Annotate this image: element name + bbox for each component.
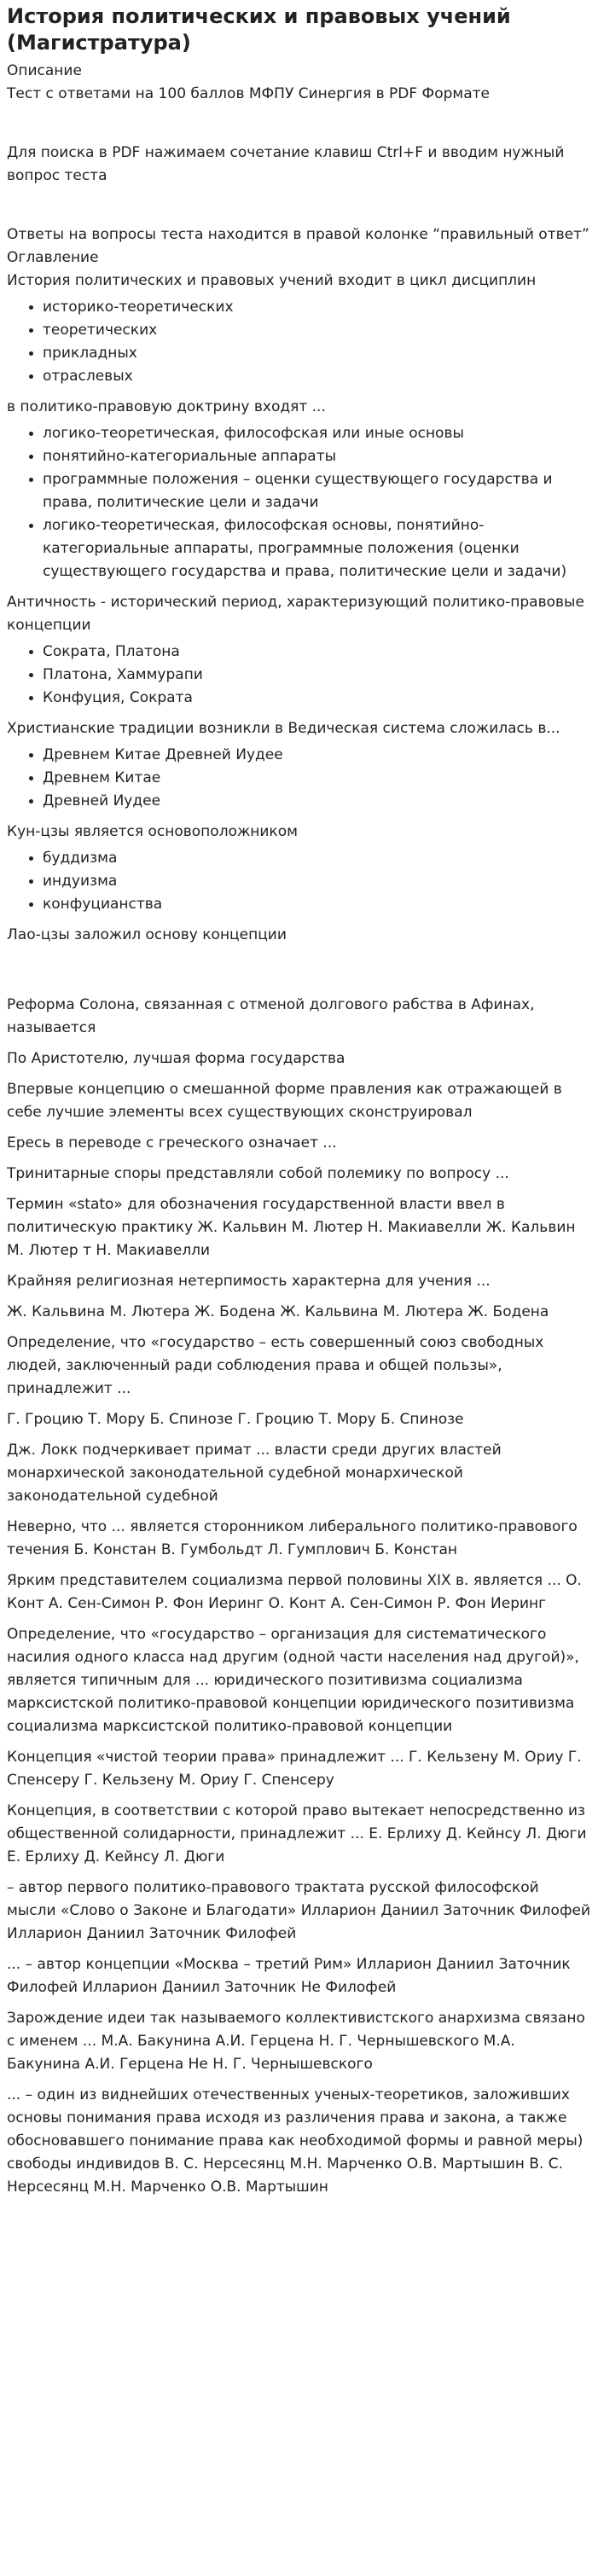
option-item: • Платона, Хаммурапи [43, 664, 591, 687]
option-item: • теоретических [43, 319, 591, 342]
question-paragraph: Ересь в переводе с греческого означает ... [7, 1134, 337, 1152]
question-paragraph: Зарождение идеи так называемого коллективистского анархизма связано с именем ... М.А. Бакунина А.И. Герцена Н. Г. Чернышевского М.А. Бакунина А.И. Герцена Не Н. Г. Чернышевского [7, 2010, 585, 2073]
question-paragraph: Определение, что «государство – организация для систематического насилия одного класса над другим (одной части населения над другой)», является типичным для ... юридического позитивизма социализма марксистской политико-правовой концепции юридического позитивизма социализма марксистской политико-правовой концепции [7, 1626, 579, 1735]
option-item: • Древнем Китае Древней Иудее [43, 744, 591, 767]
description-label: Описание [7, 62, 82, 79]
option-item: • Конфуция, Сократа [43, 687, 591, 710]
toc-label: Оглавление [7, 249, 99, 266]
question-paragraph: Определение, что «государство – есть совершенный союз свободных людей, заключенный ради соблюдения права и общей пользы», принадлежит ... [7, 1334, 544, 1397]
option-item: • конфуцианства [43, 893, 591, 916]
question-paragraph: Лао-цзы заложил основу концепции [7, 926, 287, 943]
question-paragraph: Концепция «чистой теории права» принадлежит ... Г. Кельзену М. Ориу Г. Спенсеру Г. Кельзену М. Ориу Г. Спенсеру [7, 1749, 582, 1789]
option-list [7, 422, 591, 583]
search-tip: Для поиска в PDF нажимаем сочетание клавиш Ctrl+F и вводим нужный вопрос теста [7, 144, 565, 184]
option-list [7, 744, 591, 813]
option-list [7, 847, 591, 916]
question-paragraph: Реформа Солона, связанная с отменой долгового рабства в Афинах, называется [7, 996, 535, 1036]
option-item: • Древнем Китае [43, 767, 591, 790]
question-paragraph: Термин «stato» для обозначения государственной власти ввел в политическую практику Ж. Кальвин М. Лютер Н. Макиавелли Ж. Кальвин М. Лютер т Н. Макиавелли [7, 1196, 576, 1259]
option-list [7, 296, 591, 388]
question-paragraph: Крайняя религиозная нетерпимость характерна для учения ... [7, 1273, 491, 1290]
page-title: История политических и правовых учений (Магистратура) [7, 4, 511, 55]
question-paragraph: Впервые концепцию о смешанной форме правления как отражающей в себе лучшие элементы всех существующих сконструировал [7, 1081, 562, 1121]
question-paragraph: По Аристотелю, лучшая форма государства [7, 1050, 345, 1067]
option-item: • буддизма [43, 847, 591, 870]
question-paragraph: Неверно, что ... является сторонником либерального политико-правового течения Б. Констан В. Гумбольдт Л. Гумплович Б. Констан [7, 1518, 578, 1558]
question-paragraph: ... – один из виднейших отечественных ученых-теоретиков, заложивших основы понимания права исходя из различения права и закона, а также обосновавшего понимание права как необходимой формы и равной меры) свободы индивидов В. С. Нерсесянц М.Н. Марченко О.В. Мартышин В. С. Нерсесянц М.Н. Марченко О.В. Мартышин [7, 2086, 583, 2196]
question-paragraph: ... – автор концепции «Москва – третий Рим» Илларион Даниил Заточник Филофей Илларион Даниил Заточник Не Филофей [7, 1956, 571, 1996]
option-item: • понятийно-категориальные аппараты [43, 445, 591, 468]
option-item: • отраслевых [43, 365, 591, 388]
question-paragraph: Ж. Кальвина М. Лютера Ж. Бодена Ж. Кальвина М. Лютера Ж. Бодена [7, 1303, 549, 1320]
option-item: • Сократа, Платона [43, 641, 591, 664]
description-text: Тест с ответами на 100 баллов МФПУ Синергия в PDF Формате [7, 85, 490, 102]
question-text: Христианские традиции возникли в Ведическая система сложилась в... [7, 720, 560, 737]
question-paragraph: Концепция, в соответствии с которой право вытекает непосредственно из общественной солидарности, принадлежит ... Е. Ерлиху Д. Кейнсу Л. Дюги Е. Ерлиху Д. Кейнсу Л. Дюги [7, 1802, 587, 1865]
question-paragraph: Тринитарные споры представляли собой полемику по вопросу ... [7, 1165, 509, 1182]
question-paragraph: Ярким представителем социализма первой половины XIX в. является ... О. Конт А. Сен-Симон Р. Фон Иеринг О. Конт А. Сен-Симон Р. Фон Иеринг [7, 1572, 582, 1612]
question-text: в политико-правовую доктрину входят ... [7, 398, 326, 415]
option-item: • логико-теоретическая, философская или иные основы [43, 422, 591, 445]
option-item: • прикладных [43, 342, 591, 365]
option-item: • Древней Иудее [43, 790, 591, 813]
question-paragraph: – автор первого политико-правового трактата русской философской мысли «Слово о Законе и Благодати» Илларион Даниил Заточник Филофей Илларион Даниил Заточник Филофей [7, 1879, 590, 1942]
option-item: • программные положения – оценки существующего государства и права, политические цели и задачи [43, 468, 591, 514]
question-text: Кун-цзы является основоположником [7, 823, 298, 840]
option-list [7, 641, 591, 710]
answers-tip: Ответы на вопросы теста находится в правой колонке “правильный ответ” [7, 226, 589, 243]
option-item: • историко-теоретических [43, 296, 591, 319]
option-item: • логико-теоретическая, философская основы, понятийно-категориальные аппараты, программные положения (оценки существующего государства и права, политические цели и задачи) [43, 514, 591, 583]
question-text: Античность - исторический период, характеризующий политико-правовые концепции [7, 594, 584, 634]
option-item: • индуизма [43, 870, 591, 893]
question-text: История политических и правовых учений входит в цикл дисциплин [7, 272, 537, 289]
question-paragraph: Г. Гроцию Т. Мору Б. Спинозе Г. Гроцию Т. Мору Б. Спинозе [7, 1411, 464, 1428]
question-paragraph: Дж. Локк подчеркивает примат ... власти среди других властей монархической законодательной судебной монархической законодательной судебной [7, 1442, 502, 1505]
